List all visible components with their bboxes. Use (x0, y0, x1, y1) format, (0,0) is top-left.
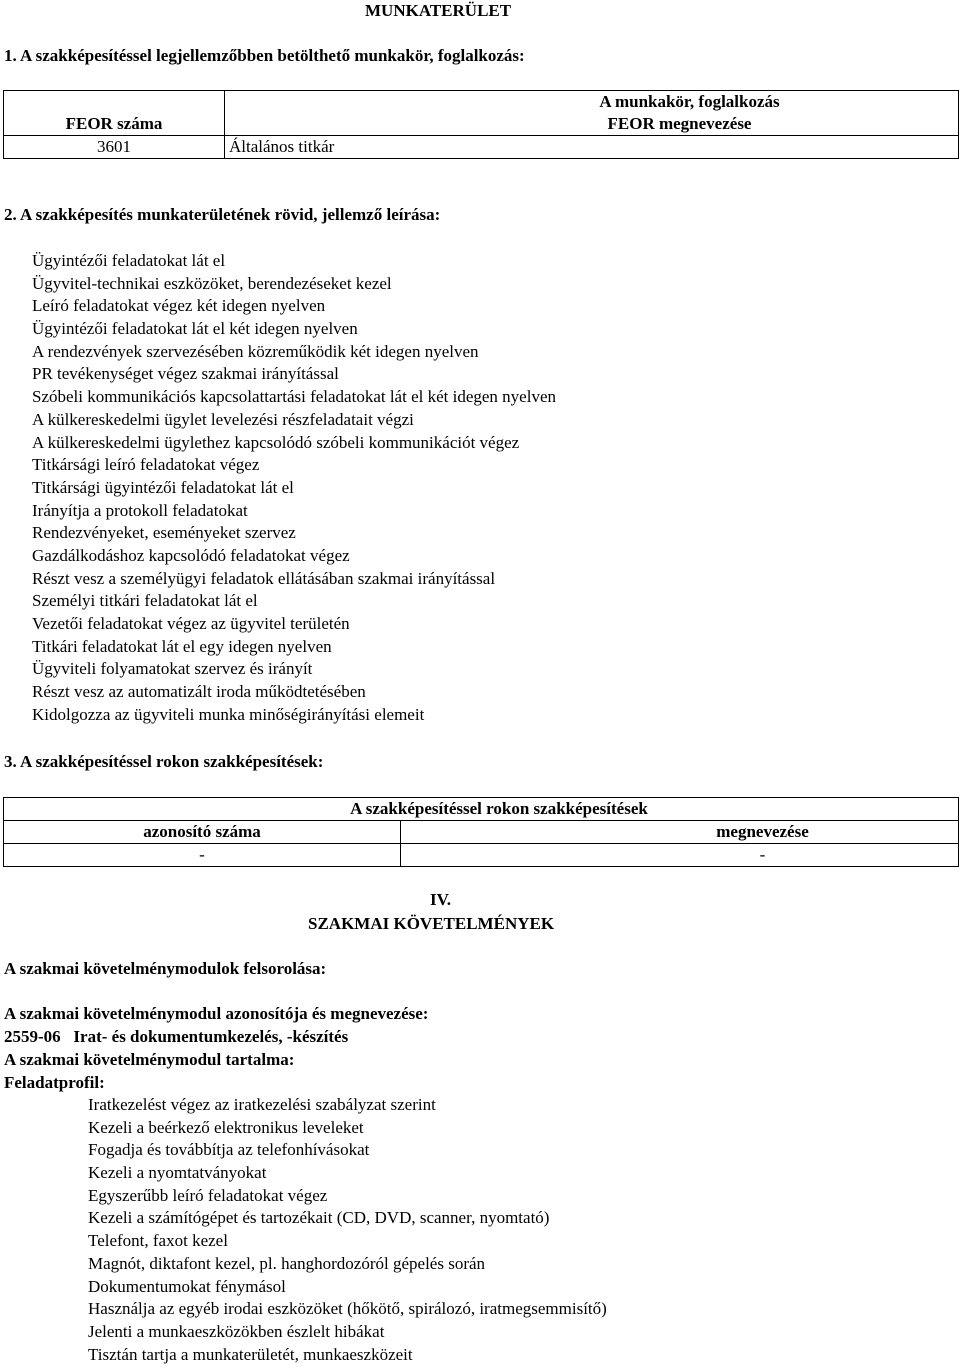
list-item: Ügyintézői feladatokat lát el két idegen nyelven (32, 319, 358, 339)
list-item: Iratkezelést végez az iratkezelési szabályzat szerint (88, 1095, 436, 1114)
related-qualifications-table (3, 797, 959, 867)
list-item: Részt vesz a személyügyi feladatok ellátásában szakmai irányítással (32, 568, 496, 588)
module-content-label: A szakmai követelménymodul tartalma: (4, 1050, 295, 1069)
feor-code-cell: 3601 (4, 136, 225, 159)
list-item: Kezeli a beérkező elektronikus leveleket (88, 1117, 364, 1137)
list-item: Leíró feladatokat végez két idegen nyelven (32, 296, 326, 316)
list-item: Kezeli a számítógépet és tartozékait (CD, DVD, scanner, nyomtató) (88, 1208, 550, 1228)
list-item: Személyi titkári feladatokat lát el (32, 591, 258, 611)
list-item: Kezeli a nyomtatványokat (88, 1163, 267, 1183)
work-area-list (32, 250, 556, 726)
occupation-table (3, 90, 959, 159)
list-item: Ügyintézői feladatokat lát el (32, 251, 226, 270)
page-title: MUNKATERÜLET (365, 1, 512, 20)
list-item: A külkereskedelmi ügylethez kapcsolódó szóbeli kommunikációt végez (32, 432, 520, 452)
module-id-label: A szakmai követelménymodul azonosítója és megnevezése: (4, 1004, 429, 1023)
list-item: Részt vesz az automatizált iroda működtetésében (32, 682, 366, 702)
section1-heading: 1. A szakképesítéssel legjellemzőbben betölthető munkakör, foglalkozás: (4, 46, 525, 65)
chapter-title: SZAKMAI KÖVETELMÉNYEK (308, 914, 555, 933)
list-item: Rendezvényeket, eseményeket szervez (32, 523, 296, 543)
related-name-cell: - (401, 844, 959, 867)
task-profile-list (88, 1094, 607, 1366)
chapter-number: IV. (430, 890, 451, 909)
list-item: Szóbeli kommunikációs kapcsolattartási feladatokat lát el két idegen nyelven (32, 387, 556, 407)
related-table-header: A szakképesítéssel rokon szakképesítések (4, 798, 959, 821)
related-name-header: megnevezése (401, 821, 959, 844)
section2-heading: 2. A szakképesítés munkaterületének rövid, jellemző leírása: (4, 205, 441, 224)
list-item: Vezetői feladatokat végez az ügyvitel területén (32, 614, 350, 633)
list-item: Titkársági ügyintézői feladatokat lát el (32, 477, 294, 497)
feor-code-header: FEOR száma (4, 113, 225, 136)
profile-label: Feladatprofil: (4, 1073, 105, 1092)
modules-label: A szakmai követelménymodulok felsorolása: (4, 959, 327, 978)
section3-heading: 3. A szakképesítéssel rokon szakképesítések: (4, 752, 324, 771)
list-item: Irányítja a protokoll feladatokat (32, 500, 248, 520)
list-item: Magnót, diktafont kezel, pl. hanghordozóról gépelés során (88, 1253, 486, 1273)
list-item: Használja az egyéb irodai eszközöket (hőkötő, spirálozó, iratmegsemmisítő) (88, 1299, 607, 1319)
list-item: Kidolgozza az ügyviteli munka minőségirányítási elemeit (32, 704, 425, 724)
list-item: Titkársági leíró feladatokat végez (32, 455, 260, 475)
related-code-cell: - (4, 844, 401, 867)
list-item: PR tevékenységet végez szakmai irányítással (32, 364, 339, 384)
list-item: Tisztán tartja a munkaterületét, munkaeszközeit (88, 1344, 413, 1364)
list-item: Egyszerűbb leíró feladatokat végez (88, 1185, 328, 1205)
list-item: Telefont, faxot kezel (88, 1231, 228, 1251)
list-item: Ügyvitel-technikai eszközöket, berendezéseket kezel (32, 273, 392, 293)
list-item: Gazdálkodáshoz kapcsolódó feladatokat végez (32, 545, 350, 565)
list-item: Dokumentumokat fénymásol (88, 1276, 286, 1296)
list-item: Titkári feladatokat lát el egy idegen nyelven (32, 636, 332, 656)
occupation-table-header: A munkakör, foglalkozás (225, 91, 959, 114)
module-name: 2559-06 Irat- és dokumentumkezelés, -készítés (4, 1027, 349, 1046)
list-item: Fogadja és továbbítja az telefonhívásokat (88, 1140, 370, 1160)
list-item: A külkereskedelmi ügylet levelezési részfeladatait végzi (32, 409, 414, 429)
feor-name-cell: Általános titkár (225, 136, 959, 159)
list-item: A rendezvények szervezésében közreműködik két idegen nyelven (32, 341, 479, 361)
related-code-header: azonosító száma (4, 821, 401, 844)
feor-name-header: FEOR megnevezése (225, 113, 959, 136)
list-item: Ügyviteli folyamatokat szervez és irányít (32, 659, 313, 679)
list-item: Jelenti a munkaeszközökben észlelt hibákat (88, 1321, 385, 1341)
